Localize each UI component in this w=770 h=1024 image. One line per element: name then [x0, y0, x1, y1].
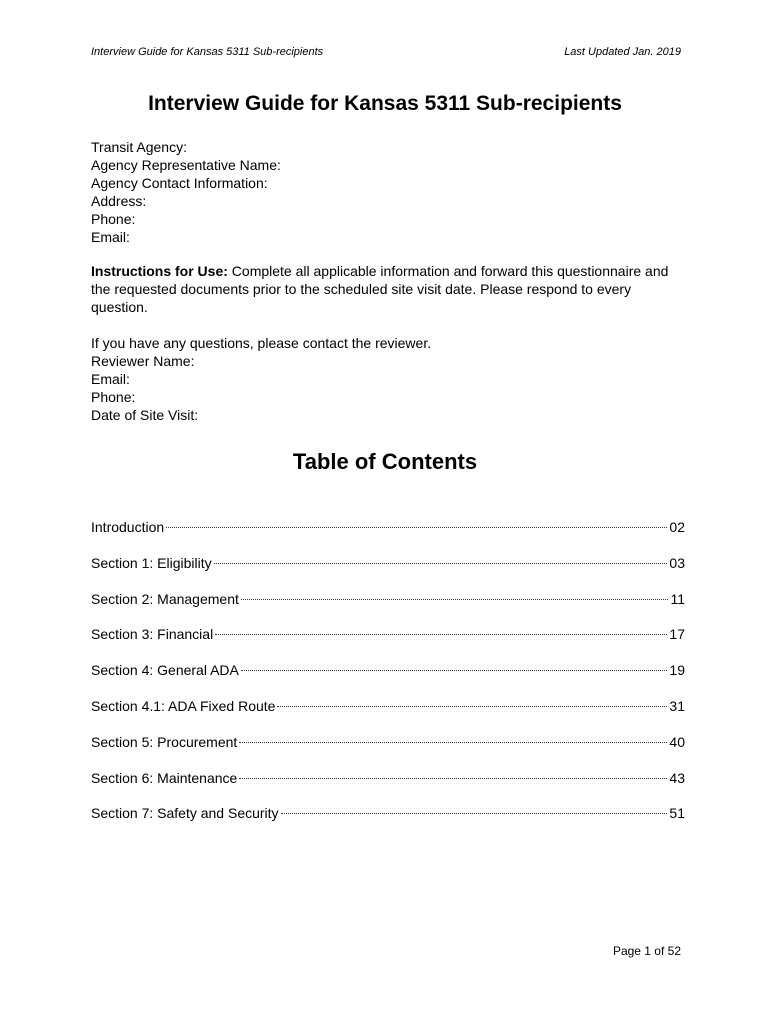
- toc-dot-leader: [214, 563, 668, 564]
- toc-entry-label: Section 2: Management: [91, 590, 239, 607]
- toc-entry[interactable]: [91, 590, 685, 626]
- agency-field-email: Email:: [91, 229, 130, 245]
- header-doc-title: Interview Guide for Kansas 5311 Sub-recipients: [91, 46, 324, 58]
- toc-entry-page: 17: [669, 626, 685, 643]
- toc-entry[interactable]: [91, 554, 685, 590]
- toc-entry[interactable]: [91, 733, 685, 769]
- agency-field-transit-agency: Transit Agency:: [91, 139, 187, 155]
- agency-field-address: Address:: [91, 193, 147, 209]
- toc-entry-page: 03: [669, 554, 685, 571]
- toc-dot-leader: [239, 742, 667, 743]
- toc-entry-label: Section 5: Procurement: [91, 733, 238, 750]
- reviewer-field-name: Reviewer Name:: [91, 353, 195, 369]
- toc-entry[interactable]: [91, 697, 685, 733]
- toc-entry-page: 19: [669, 662, 685, 679]
- instructions-paragraph: [91, 262, 691, 316]
- document-title: Interview Guide for Kansas 5311 Sub-recipients: [148, 92, 622, 115]
- reviewer-field-site-visit-date: Date of Site Visit:: [91, 407, 199, 423]
- toc-entry-page: 02: [669, 519, 685, 535]
- toc-dot-leader: [281, 813, 668, 814]
- toc-entry[interactable]: [91, 769, 685, 805]
- header-last-updated: Last Updated Jan. 2019: [564, 46, 681, 58]
- toc-entry-page: 43: [669, 769, 685, 786]
- toc-entry-label: Section 4: General ADA: [91, 662, 239, 679]
- toc-entry-label: Section 7: Safety and Security: [91, 805, 279, 822]
- toc-entry-page: 11: [670, 590, 685, 607]
- toc-entry-label: Section 6: Maintenance: [91, 769, 238, 786]
- table-of-contents: [91, 518, 685, 840]
- toc-dot-leader: [215, 634, 667, 635]
- toc-entry[interactable]: [91, 625, 685, 661]
- toc-entry-label: Section 3: Financial: [91, 626, 214, 643]
- toc-entry[interactable]: [91, 661, 685, 697]
- toc-title: Table of Contents: [292, 449, 478, 474]
- instructions-text: Complete all applicable information and forward this questionnaire and the requested documents prior to the scheduled site visit date. Please respond to every question.: [91, 263, 669, 315]
- toc-entry-page: 51: [669, 805, 685, 822]
- page-number: Page 1 of 52: [612, 944, 681, 958]
- running-header: [91, 46, 681, 58]
- reviewer-info-block: [91, 334, 691, 424]
- toc-entry-page: 31: [669, 697, 685, 714]
- agency-field-phone: Phone:: [91, 211, 136, 227]
- toc-dot-leader: [277, 706, 667, 707]
- instructions-lead: Instructions for Use:: [91, 263, 228, 279]
- reviewer-field-email: Email:: [91, 371, 130, 387]
- agency-field-representative-name: Agency Representative Name:: [91, 157, 281, 173]
- toc-dot-leader: [239, 778, 667, 779]
- toc-entry-label: Introduction: [91, 519, 165, 535]
- toc-dot-leader: [241, 599, 669, 600]
- toc-entry[interactable]: [91, 804, 685, 840]
- toc-entry[interactable]: [91, 518, 685, 554]
- toc-entry-label: Section 1: Eligibility: [91, 554, 212, 571]
- agency-info-block: [91, 138, 691, 246]
- toc-entry-label: Section 4.1: ADA Fixed Route: [91, 697, 276, 714]
- toc-dot-leader: [241, 670, 668, 671]
- agency-field-contact-info: Agency Contact Information:: [91, 175, 268, 191]
- reviewer-field-phone: Phone:: [91, 389, 136, 405]
- reviewer-intro: If you have any questions, please contact the reviewer.: [91, 335, 432, 351]
- toc-entry-page: 40: [669, 733, 685, 750]
- toc-dot-leader: [166, 527, 667, 528]
